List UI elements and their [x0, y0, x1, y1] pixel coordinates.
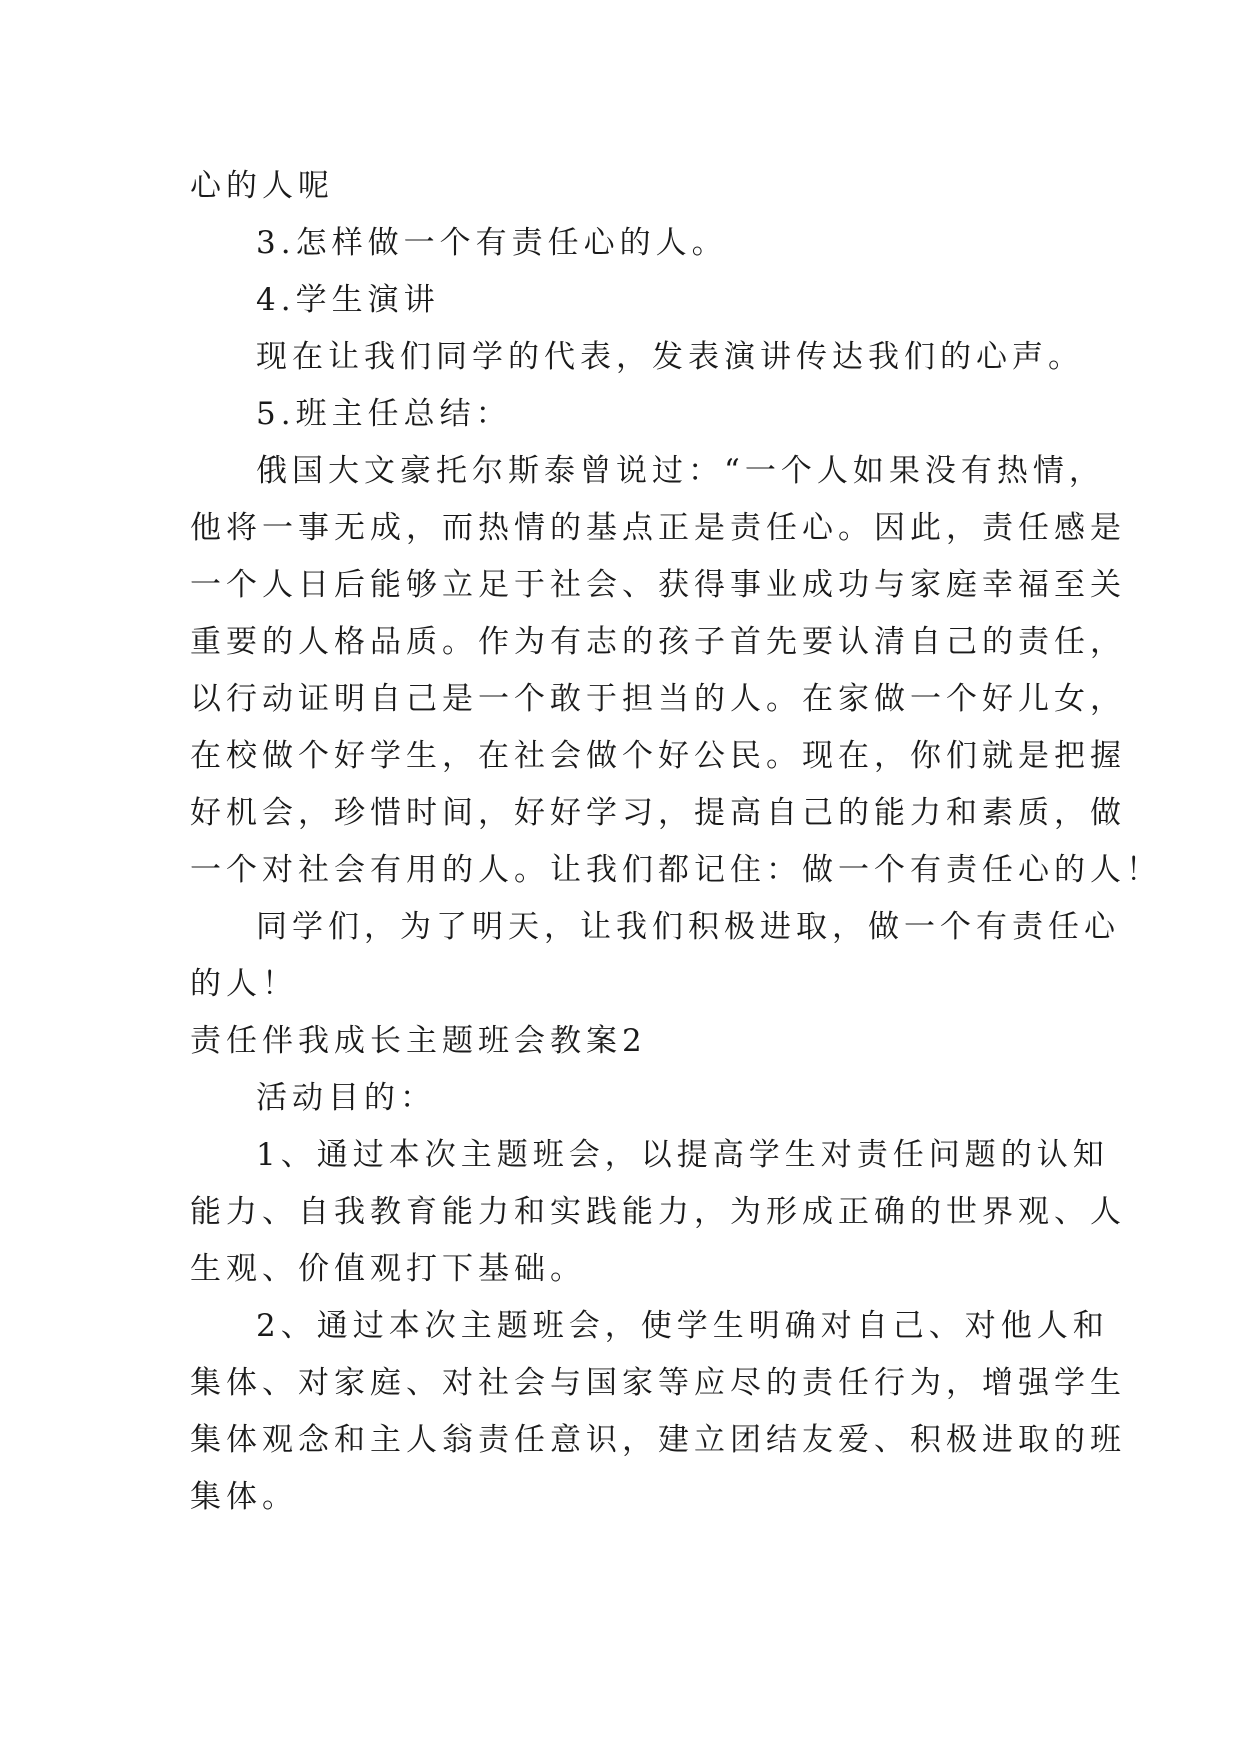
- paragraph-line: 集体观念和主人翁责任意识，建立团结友爱、积极进取的班: [190, 1422, 1126, 1458]
- goal-item-2: 2、通过本次主题班会，使学生明确对自己、对他人和: [256, 1308, 1109, 1344]
- paragraph-line: 一个人日后能够立足于社会、获得事业成功与家庭幸福至关: [190, 567, 1126, 603]
- paragraph-line: 好机会，珍惜时间，好好学习，提高自己的能力和素质，做: [190, 795, 1126, 831]
- paragraph-line: 的人！: [190, 966, 298, 1002]
- list-item-5: 5.班主任总结：: [256, 396, 512, 432]
- paragraph-line: 他将一事无成，而热情的基点正是责任心。因此，责任感是: [190, 510, 1126, 546]
- paragraph-line: 俄国大文豪托尔斯泰曾说过：“一个人如果没有热情，: [256, 453, 1105, 489]
- list-item-4: 4.学生演讲: [256, 282, 440, 318]
- paragraph-line: 以行动证明自己是一个敢于担当的人。在家做一个好儿女，: [190, 681, 1126, 717]
- paragraph-line: 重要的人格品质。作为有志的孩子首先要认清自己的责任，: [190, 624, 1126, 660]
- section-title: 责任伴我成长主题班会教案2: [190, 1023, 647, 1059]
- paragraph-line: 集体、对家庭、对社会与国家等应尽的责任行为，增强学生: [190, 1365, 1126, 1401]
- paragraph-line: 集体。: [190, 1479, 298, 1515]
- subheading: 活动目的：: [256, 1080, 436, 1116]
- paragraph-line: 现在让我们同学的代表，发表演讲传达我们的心声。: [256, 339, 1084, 375]
- paragraph-line: 一个对社会有用的人。让我们都记住：做一个有责任心的人！: [190, 852, 1162, 888]
- goal-item-1: 1、通过本次主题班会，以提高学生对责任问题的认知: [256, 1137, 1109, 1173]
- text-line: 心的人呢: [190, 168, 334, 204]
- paragraph-line: 在校做个好学生，在社会做个好公民。现在，你们就是把握: [190, 738, 1126, 774]
- list-item-3: 3.怎样做一个有责任心的人。: [256, 225, 728, 261]
- paragraph-line: 能力、自我教育能力和实践能力，为形成正确的世界观、人: [190, 1194, 1126, 1230]
- paragraph-line: 同学们，为了明天，让我们积极进取，做一个有责任心: [256, 909, 1120, 945]
- paragraph-line: 生观、价值观打下基础。: [190, 1251, 586, 1287]
